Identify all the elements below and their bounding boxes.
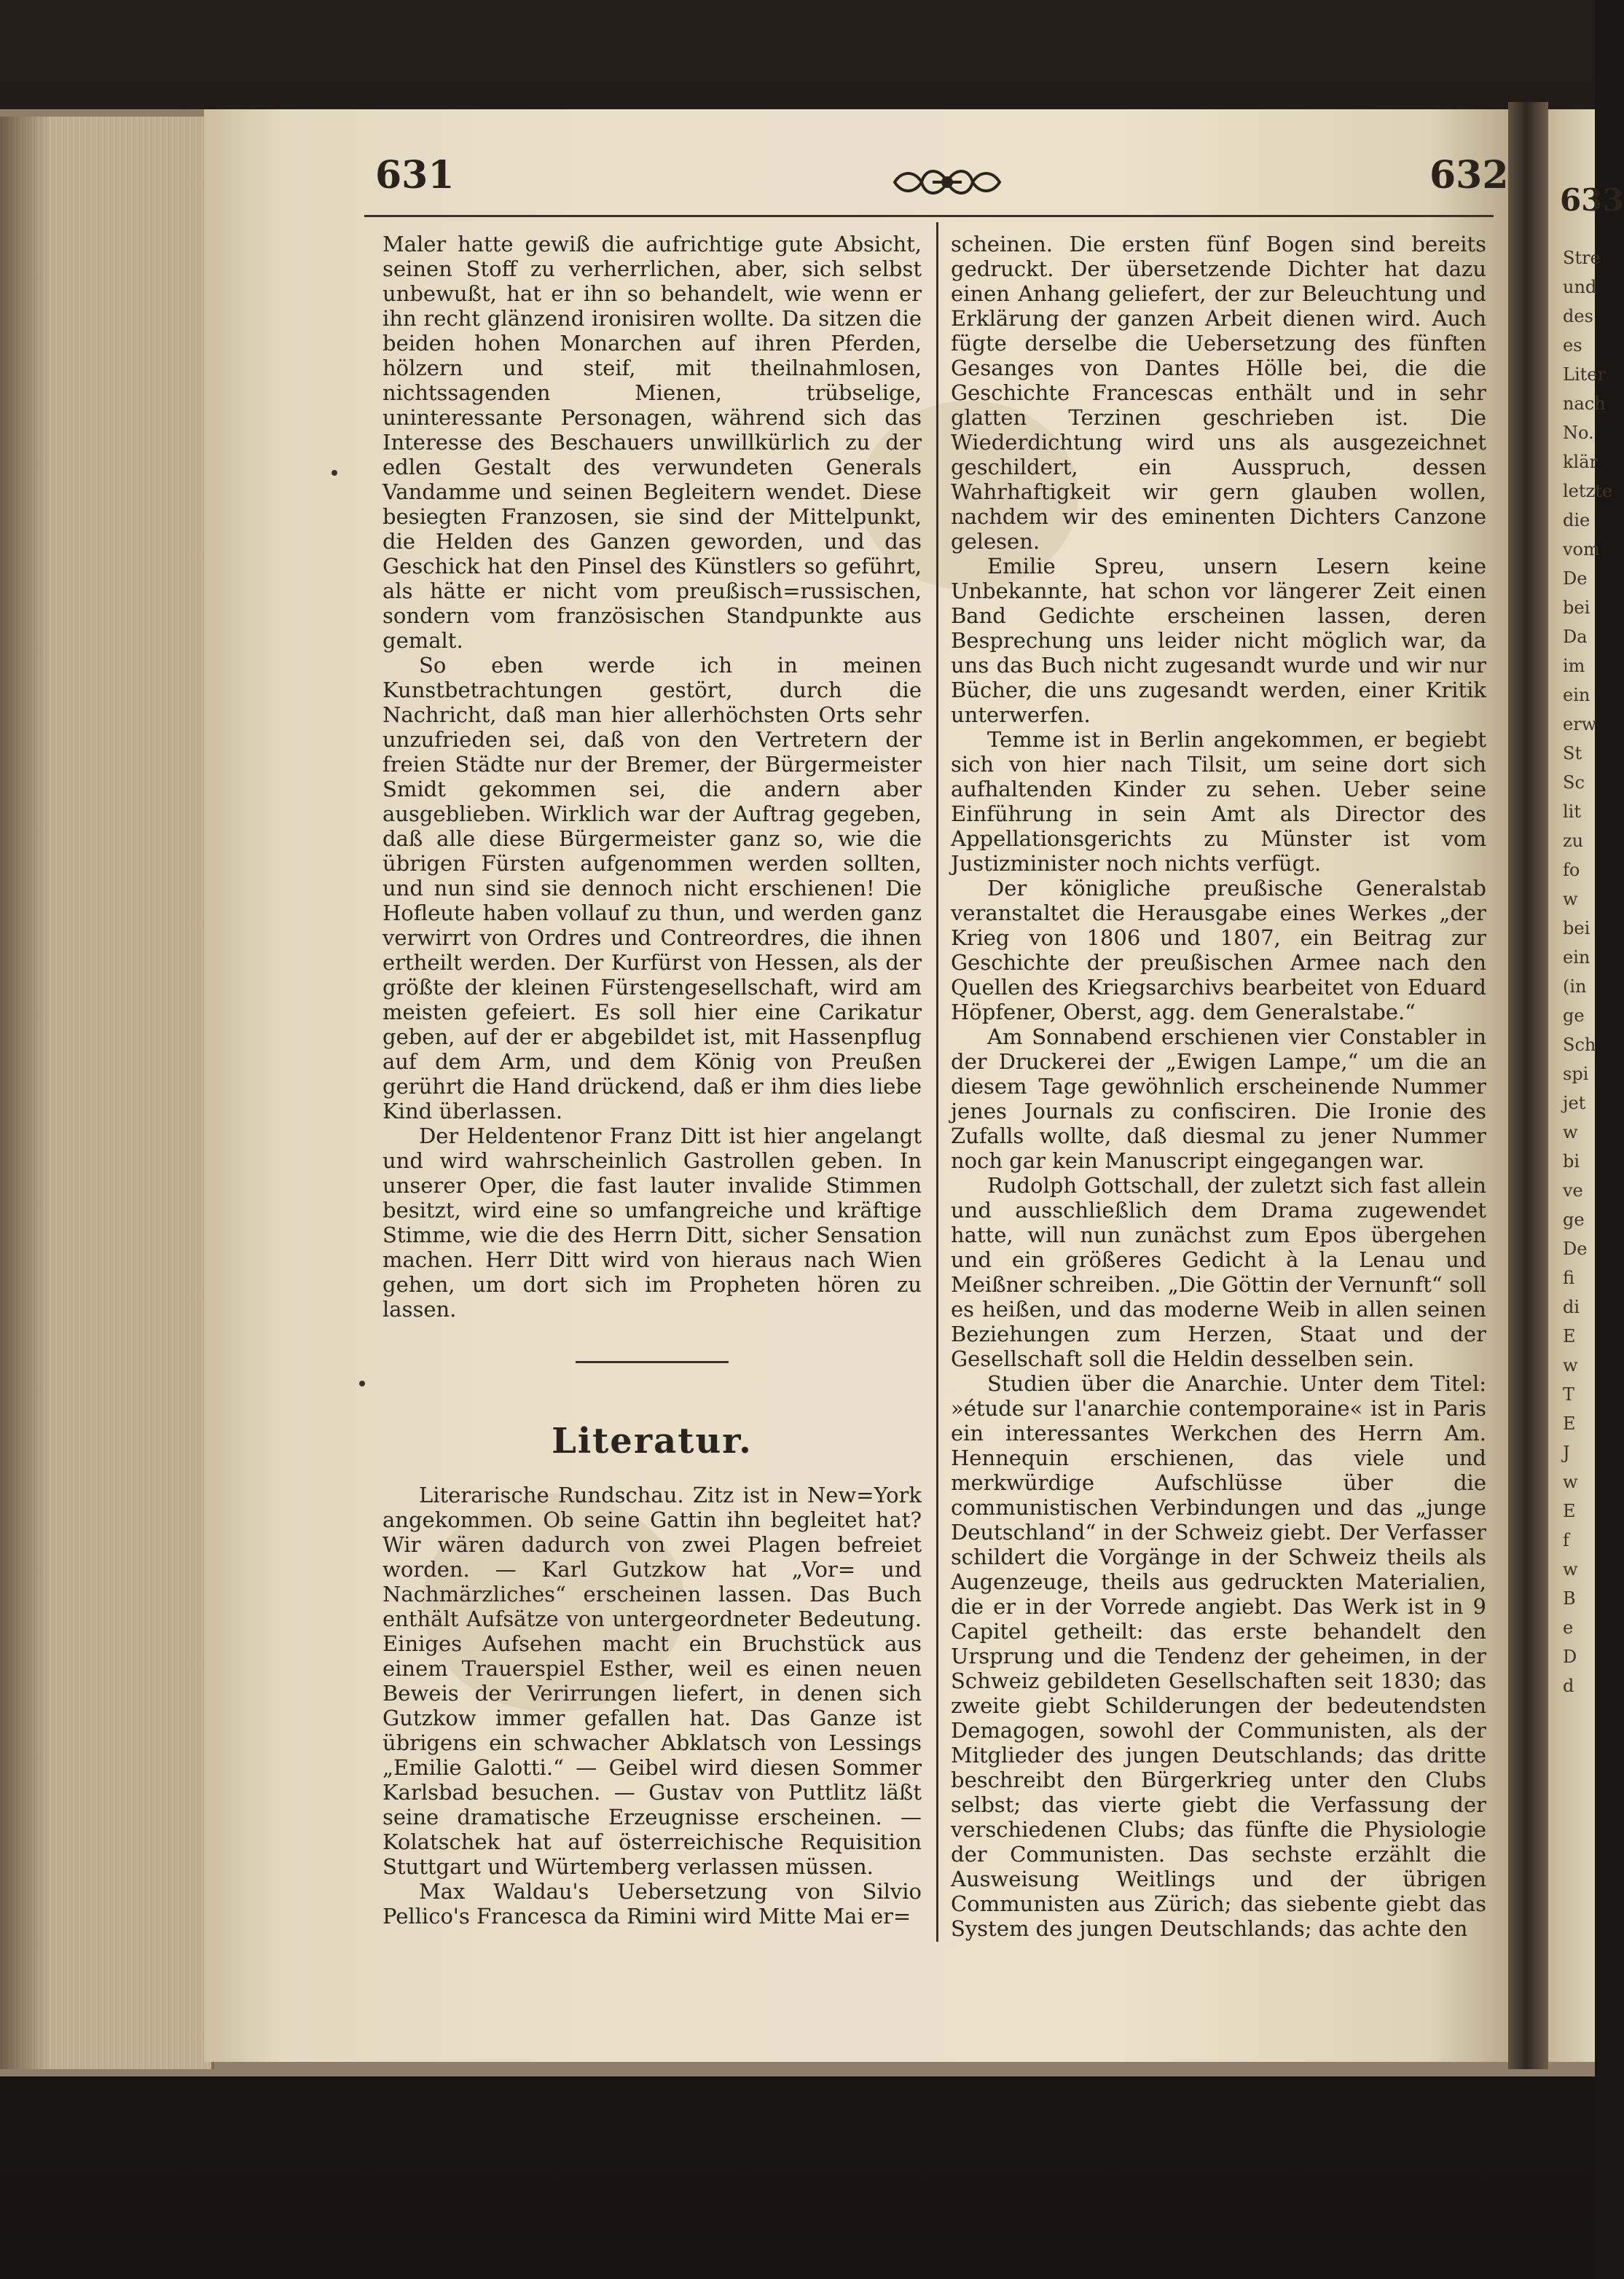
next-page-fragment: fi [1563, 1268, 1575, 1288]
next-page-fragment: Liter [1563, 364, 1606, 385]
margin-mark [332, 470, 337, 476]
next-page-fragment: erw [1563, 714, 1597, 734]
next-page-fragment: w [1563, 1559, 1578, 1580]
next-page-fragment: im [1563, 656, 1585, 676]
paragraph: Der Heldentenor Franz Ditt ist hier angelangt und wird wahrscheinlich Gastrollen geben. In unserer Oper, die fast lauter invalide Stimmen besitzt, wird eine so umfangreiche und kräftige Stimme, wie die des Herrn Ditt, sicher Sensation machen. Herr Ditt wird von hieraus nach Wien gehen, um dort sich im Propheten hören zu lassen. [383, 1123, 922, 1322]
next-page-fragment: fo [1563, 860, 1580, 880]
next-page-fragment: ge [1563, 1209, 1585, 1230]
next-page-fragment: letzte [1563, 481, 1613, 501]
next-page-fragment: spi [1563, 1064, 1589, 1084]
left-column-body [383, 232, 922, 1322]
next-page-fragment: Da [1563, 627, 1588, 647]
next-page-fragment: des [1563, 306, 1593, 326]
next-page-fragment: St [1563, 743, 1582, 764]
next-page-fragment: ge [1563, 1005, 1585, 1026]
book-gutter [1508, 102, 1548, 2069]
paragraph: Maler hatte gewiß die aufrichtige gute Absicht, seinen Stoff zu verherrlichen, aber, sich selbst unbewußt, hat er ihn so behandelt, wie wenn er ihn recht glänzend ironisiren wollte. Da sitzen die beiden hohen Monarchen auf ihren Pferden, hölzern und steif, mit theilnahmlosen, nichtssagenden Mienen, trübselige, uninteressante Personagen, während sich das Interesse des Beschauers unwillkürlich zu der edlen Gestalt des verwundeten Generals Vandamme und seinen Begleitern wendet. Diese besiegten Franzosen, sie sind der Mittelpunkt, die Helden des Ganzen geworden, und das Geschick hat den Pinsel des Künstlers so geführt, als hätte er nicht vom preußisch=russischen, sondern vom französischen Standpunkte aus gemalt. [383, 232, 922, 653]
next-page-fragment: E [1563, 1501, 1576, 1521]
next-page-fragment: vom [1563, 539, 1600, 560]
paragraph: Emilie Spreu, unsern Lesern keine Unbekannte, hat schon vor längerer Zeit einen Band Gedichte erscheinen lassen, deren Besprechung uns leider nicht möglich war, da uns das Buch nicht zugesandt wurde und wir nur Bücher, die uns zugesandt werden, einer Kritik unterwerfen. [951, 554, 1486, 727]
next-page-fragment: B [1563, 1588, 1576, 1609]
next-page-fragment: De [1563, 568, 1588, 589]
next-page-fragment: di [1563, 1297, 1580, 1317]
left-column [383, 232, 922, 1929]
next-page-fragment: No. [1563, 423, 1594, 443]
paragraph: Der königliche preußische Generalstab veranstaltet die Herausgabe eines Werkes „der Krieg von 1806 und 1807, ein Beitrag zur Geschichte der preußischen Armee nach den Quellen des Kriegsarchivs bearbeitet von Eduard Höpfener, Oberst, agg. dem Generalstabe.“ [951, 876, 1486, 1024]
margin-mark [359, 1381, 365, 1386]
next-page-fragment: E [1563, 1413, 1576, 1434]
edge-shadow [0, 117, 51, 2069]
column-rule [936, 222, 938, 1942]
next-page-fragment: bi [1563, 1151, 1580, 1172]
next-page-fragment: e [1563, 1617, 1574, 1638]
next-page-fragment: Sc [1563, 772, 1585, 793]
header-rule [364, 215, 1494, 217]
next-page-fragment: w [1563, 1355, 1578, 1376]
next-page-fragment: D [1563, 1647, 1577, 1667]
next-page-fragment: J [1563, 1443, 1570, 1463]
paragraph: Studien über die Anarchie. Unter dem Titel: »étude sur l'anarchie contemporaine« ist in Paris ein interessantes Werkchen des Herrn Am. Hennequin erschienen, das viele und merkwürdige Aufschlüsse über die communistischen Verbindungen und das „junge Deutschland“ in der Schweiz giebt. Der Verfasser schildert die Vorgänge in der Schweiz theils als Augenzeuge, theils aus gedruckten Materialien, die er in der Vorrede angiebt. Das Werk ist in 9 Capitel getheilt: das erste behandelt den Ursprung und die Tendenz der geheimen, in der Schweiz gebildeten Gesellschaften seit 1830; das zweite giebt Schilderungen der bedeutendsten Demagogen, sowohl der Communisten, als der Mitglieder des jungen Deutschlands; das dritte beschreibt den Bürgerkrieg unter den Clubs selbst; das vierte giebt die Verfassung der verschiedenen Clubs; das fünfte die Physiologie der Communisten. Das sechste erzählt die Ausweisung Weitlings und der übrigen Communisten aus Zürich; das siebente giebt das System des jungen Deutschlands; das achte den [951, 1371, 1486, 1941]
literature-section [383, 1483, 922, 1929]
next-page-fragment: bei [1563, 597, 1590, 618]
paragraph: scheinen. Die ersten fünf Bogen sind bereits gedruckt. Der übersetzende Dichter hat dazu einen Anhang geliefert, der zur Beleuchtung und Erklärung der ganzen Arbeit dienen wird. Auch fügte derselbe die Uebersetzung des fünften Gesanges von Dantes Hölle bei, die die Geschichte Francescas enthält und in sehr glatten Terzinen geschrieben ist. Die Wiederdichtung wird uns als ausgezeichnet geschildert, ein Ausspruch, dessen Wahrhaftigkeit wir gern glauben wollen, nachdem wir des eminenten Dichters Canzone gelesen. [951, 232, 1486, 554]
next-page-fragment: f [1563, 1530, 1569, 1550]
next-page-fragment: w [1563, 889, 1578, 909]
next-page-fragment: bei [1563, 918, 1590, 938]
next-page-fragment: (in [1563, 976, 1587, 997]
next-page-fragment: jet [1563, 1093, 1586, 1113]
next-page-fragment: nach [1563, 393, 1606, 414]
next-page-fragment: w [1563, 1472, 1578, 1492]
next-page-fragment: E [1563, 1326, 1576, 1346]
next-page-fragment: Stre [1563, 248, 1601, 268]
right-column-body [951, 232, 1486, 1941]
next-page-fragment: lit [1563, 801, 1581, 822]
next-page-fragment: d [1563, 1676, 1574, 1696]
section-heading: Literatur. [552, 1421, 753, 1462]
next-page-fragment: T [1563, 1384, 1575, 1405]
next-page-fragment: es [1563, 335, 1582, 356]
page-number-right: 632 [1429, 153, 1509, 197]
paragraph: Literarische Rundschau. Zitz ist in New=York angekommen. Ob seine Gattin ihn begleitet hat? Wir wären dadurch von zwei Plagen befreiet worden. — Karl Gutzkow hat „Vor= und Nachmärzliches“ erscheinen lassen. Das Buch enthält Aufsätze von untergeordneter Bedeutung. Einiges Aufsehen macht ein Bruchstück aus einem Trauerspiel Esther, weil es einen neuen Beweis der Verirrungen liefert, in denen sich Gutzkow immer gefallen hat. Das Ganze ist übrigens ein schwacher Abklatsch von Lessings „Emilie Galotti.“ — Geibel wird diesen Sommer Karlsbad besuchen. — Gustav von Puttlitz läßt seine dramatische Erzeugnisse erscheinen. — Kolatschek hat auf österreichische Requisition Stuttgart und Würtemberg verlassen müssen. [383, 1483, 922, 1879]
section-separator [576, 1361, 729, 1363]
next-page-number: 633 [1560, 182, 1624, 218]
page-number-left: 631 [375, 153, 455, 197]
next-page-fragment: klär [1563, 452, 1598, 472]
paragraph: Am Sonnabend erschienen vier Constabler in der Druckerei der „Ewigen Lampe,“ um die an diesem Tage gewöhnlich erscheinende Nummer jenes Journals zu confisciren. Die Ironie des Zufalls wollte, daß diesmal zu jener Nummer noch gar kein Manuscript eingegangen war. [951, 1024, 1486, 1173]
floral-ornament-icon [889, 160, 1005, 204]
next-page-fragment: ve [1563, 1180, 1583, 1201]
paragraph: Rudolph Gottschall, der zuletzt sich fast allein und ausschließlich dem Drama zugewendet hatte, will nun zunächst zum Epos übergehen und ein größeres Gedicht à la Lenau und Meißner schreiben. „Die Göttin der Vernunft“ soll es heißen, und das moderne Weib in allen seinen Beziehungen zum Herzen, Staat und der Gesellschaft soll die Heldin desselben sein. [951, 1173, 1486, 1371]
next-page-fragment: die [1563, 510, 1590, 530]
right-column [951, 232, 1486, 1941]
next-page-fragment: und [1563, 277, 1597, 297]
next-page-edge [1548, 109, 1624, 2062]
next-page-fragment: ein [1563, 685, 1590, 705]
next-page-fragment: zu [1563, 831, 1584, 851]
paragraph: Max Waldau's Uebersetzung von Silvio Pellico's Francesca da Rimini wird Mitte Mai er= [383, 1879, 922, 1929]
next-page-fragment: De [1563, 1239, 1588, 1259]
next-page-fragment: w [1563, 1122, 1578, 1142]
paragraph: So eben werde ich in meinen Kunstbetrachtungen gestört, durch die Nachricht, daß man hier allerhöchsten Orts sehr unzufrieden sei, daß von den Vertretern der freien Städte nur der Bremer, der Bürgermeister Smidt gekommen sei, die andern aber ausgeblieben. Wirklich war der Auftrag gegeben, daß alle diese Bürgermeister ganz so, wie die übrigen Fürsten aufgenommen werden sollten, und nun sind sie dennoch nicht erschienen! Die Hofleute haben vollauf zu thun, und werden ganz verwirrt von Ordres und Contreordres, die ihnen ertheilt werden. Der Kurfürst von Hessen, als der größte der kleinen Fürstengesellschaft, wird am meisten gefeiert. Es soll hier eine Carikatur geben, auf der er abgebildet ist, mit Hassenpflug auf dem Arm, und dem König von Preußen gerührt die Hand drückend, daß er ihm dies liebe Kind überlassen. [383, 653, 922, 1123]
next-page-fragment: ein [1563, 947, 1590, 968]
paragraph: Temme ist in Berlin angekommen, er begiebt sich von hier nach Tilsit, um seine dort sich aufhaltenden Kinder zu sehen. Ueber seine Einführung in sein Amt als Director des Appellationsgerichts zu Münster ist vom Justizminister noch nichts verfügt. [951, 727, 1486, 876]
next-page-fragment: Sch [1563, 1035, 1596, 1055]
